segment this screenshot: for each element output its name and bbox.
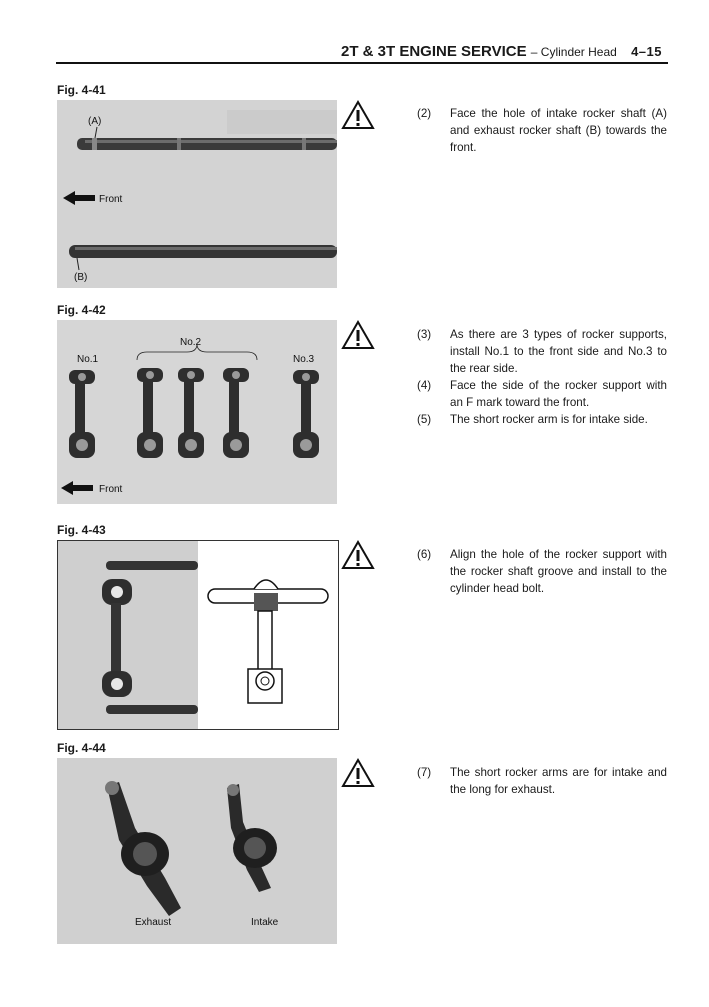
- label-no1: No.1: [77, 354, 99, 365]
- fig-4-43-drawing: [58, 541, 338, 729]
- label-b: (B): [74, 272, 88, 283]
- step-5-num: (5): [417, 413, 432, 426]
- label-exhaust: Exhaust: [135, 917, 172, 928]
- page-header: [56, 40, 668, 64]
- header-subtitle: – Cylinder Head: [530, 45, 617, 59]
- header-title: [341, 43, 617, 60]
- fig-4-43-label: Fig. 4-43: [57, 523, 106, 537]
- fig-4-44-drawing: [57, 758, 337, 944]
- fig-4-44-photo: [57, 758, 337, 944]
- front-label-41: Front: [99, 194, 123, 205]
- step-3-text: As there are 3 types of rocker supports, install No.1 to the front side and No.3 to the rear side.: [450, 328, 667, 375]
- caution-triangle-icon: [341, 100, 375, 130]
- fig-4-42-label: Fig. 4-42: [57, 303, 106, 317]
- fig-4-41-photo: [57, 100, 337, 288]
- step-2-num: (2): [417, 107, 432, 120]
- header-rule: [56, 62, 668, 64]
- page-number: 4–15: [631, 44, 662, 59]
- fig-4-42-photo: [57, 320, 337, 504]
- fig-4-42-drawing: [57, 320, 337, 504]
- step-5-text: The short rocker arm is for intake side.: [450, 413, 648, 426]
- step-4-num: (4): [417, 379, 432, 392]
- step-7-text: The short rocker arms are for intake and the long for exhaust.: [450, 766, 667, 796]
- step-6-text: Align the hole of the rocker support with the rocker shaft groove and install to the cylinder head bolt.: [450, 548, 667, 595]
- fig-4-43-photo: [57, 540, 339, 730]
- step-6: [417, 546, 667, 597]
- step-2-text: Face the hole of intake rocker shaft (A) and exhaust rocker shaft (B) towards the front.: [450, 107, 667, 154]
- label-no2: No.2: [180, 337, 202, 348]
- label-intake: Intake: [251, 917, 279, 928]
- step-6-num: (6): [417, 548, 432, 561]
- step-4-text: Face the side of the rocker support with an F mark toward the front.: [450, 379, 667, 409]
- caution-triangle-icon: [341, 758, 375, 788]
- header-title-text: 2T & 3T ENGINE SERVICE: [341, 43, 527, 60]
- step-5: [417, 411, 667, 428]
- fig-4-44-label: Fig. 4-44: [57, 741, 106, 755]
- caution-triangle-icon: [341, 320, 375, 350]
- step-2: [417, 105, 667, 156]
- step-7-num: (7): [417, 766, 432, 779]
- front-label-42: Front: [99, 484, 123, 495]
- fig-4-41-drawing: [57, 100, 337, 288]
- step-3-num: (3): [417, 328, 432, 341]
- step-7: [417, 764, 667, 798]
- fig-4-41-label: Fig. 4-41: [57, 83, 106, 97]
- step-4: [417, 377, 667, 411]
- label-a: (A): [88, 116, 102, 127]
- caution-triangle-icon: [341, 540, 375, 570]
- step-3: [417, 326, 667, 377]
- label-no3: No.3: [293, 354, 315, 365]
